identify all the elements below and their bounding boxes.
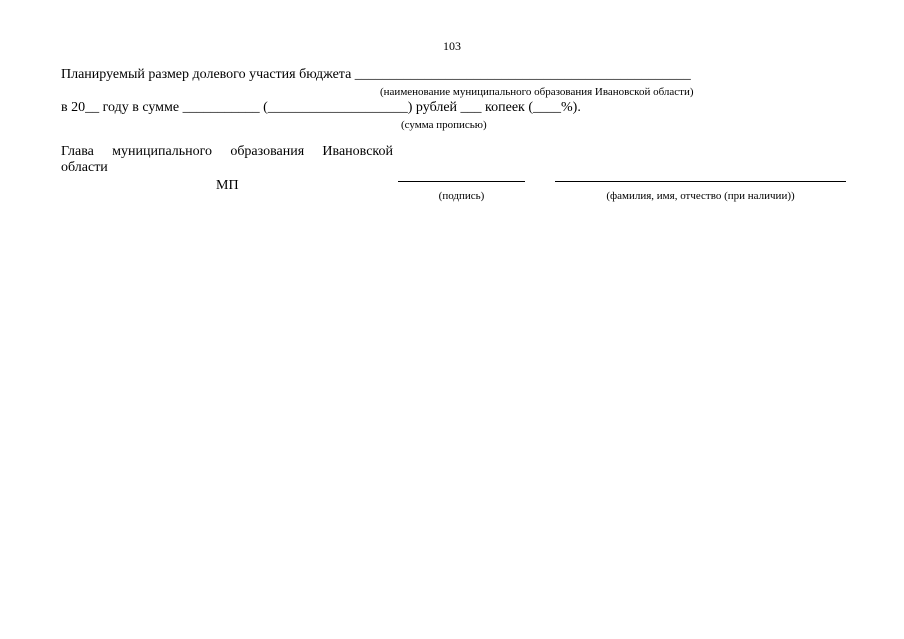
full-name-caption: (фамилия, имя, отчество (при наличии)) [606, 190, 795, 202]
municipality-caption: (наименование муниципального образования Ивановской области) [380, 86, 694, 98]
head-title-line-1 [61, 144, 393, 160]
signature-line [398, 181, 525, 182]
signature-caption: (подпись) [438, 190, 485, 202]
head-title-word: Ивановской [322, 144, 393, 159]
amount-in-words-caption: (сумма прописью) [401, 119, 487, 131]
full-name-line [555, 181, 846, 182]
head-title [61, 144, 393, 176]
head-title-line-2: области [61, 160, 108, 175]
page-number: 103 [443, 39, 461, 53]
budget-line: Планируемый размер долевого участия бюджета ________________________________________________ [61, 67, 691, 82]
amount-line: в 20__ году в сумме ___________ (____________________) рублей ___ копеек (____%). [61, 100, 581, 115]
head-title-word: образования [230, 144, 305, 159]
head-title-word: муниципального [112, 144, 213, 159]
head-title-word: Глава [61, 144, 94, 159]
stamp-label: МП [216, 178, 239, 193]
